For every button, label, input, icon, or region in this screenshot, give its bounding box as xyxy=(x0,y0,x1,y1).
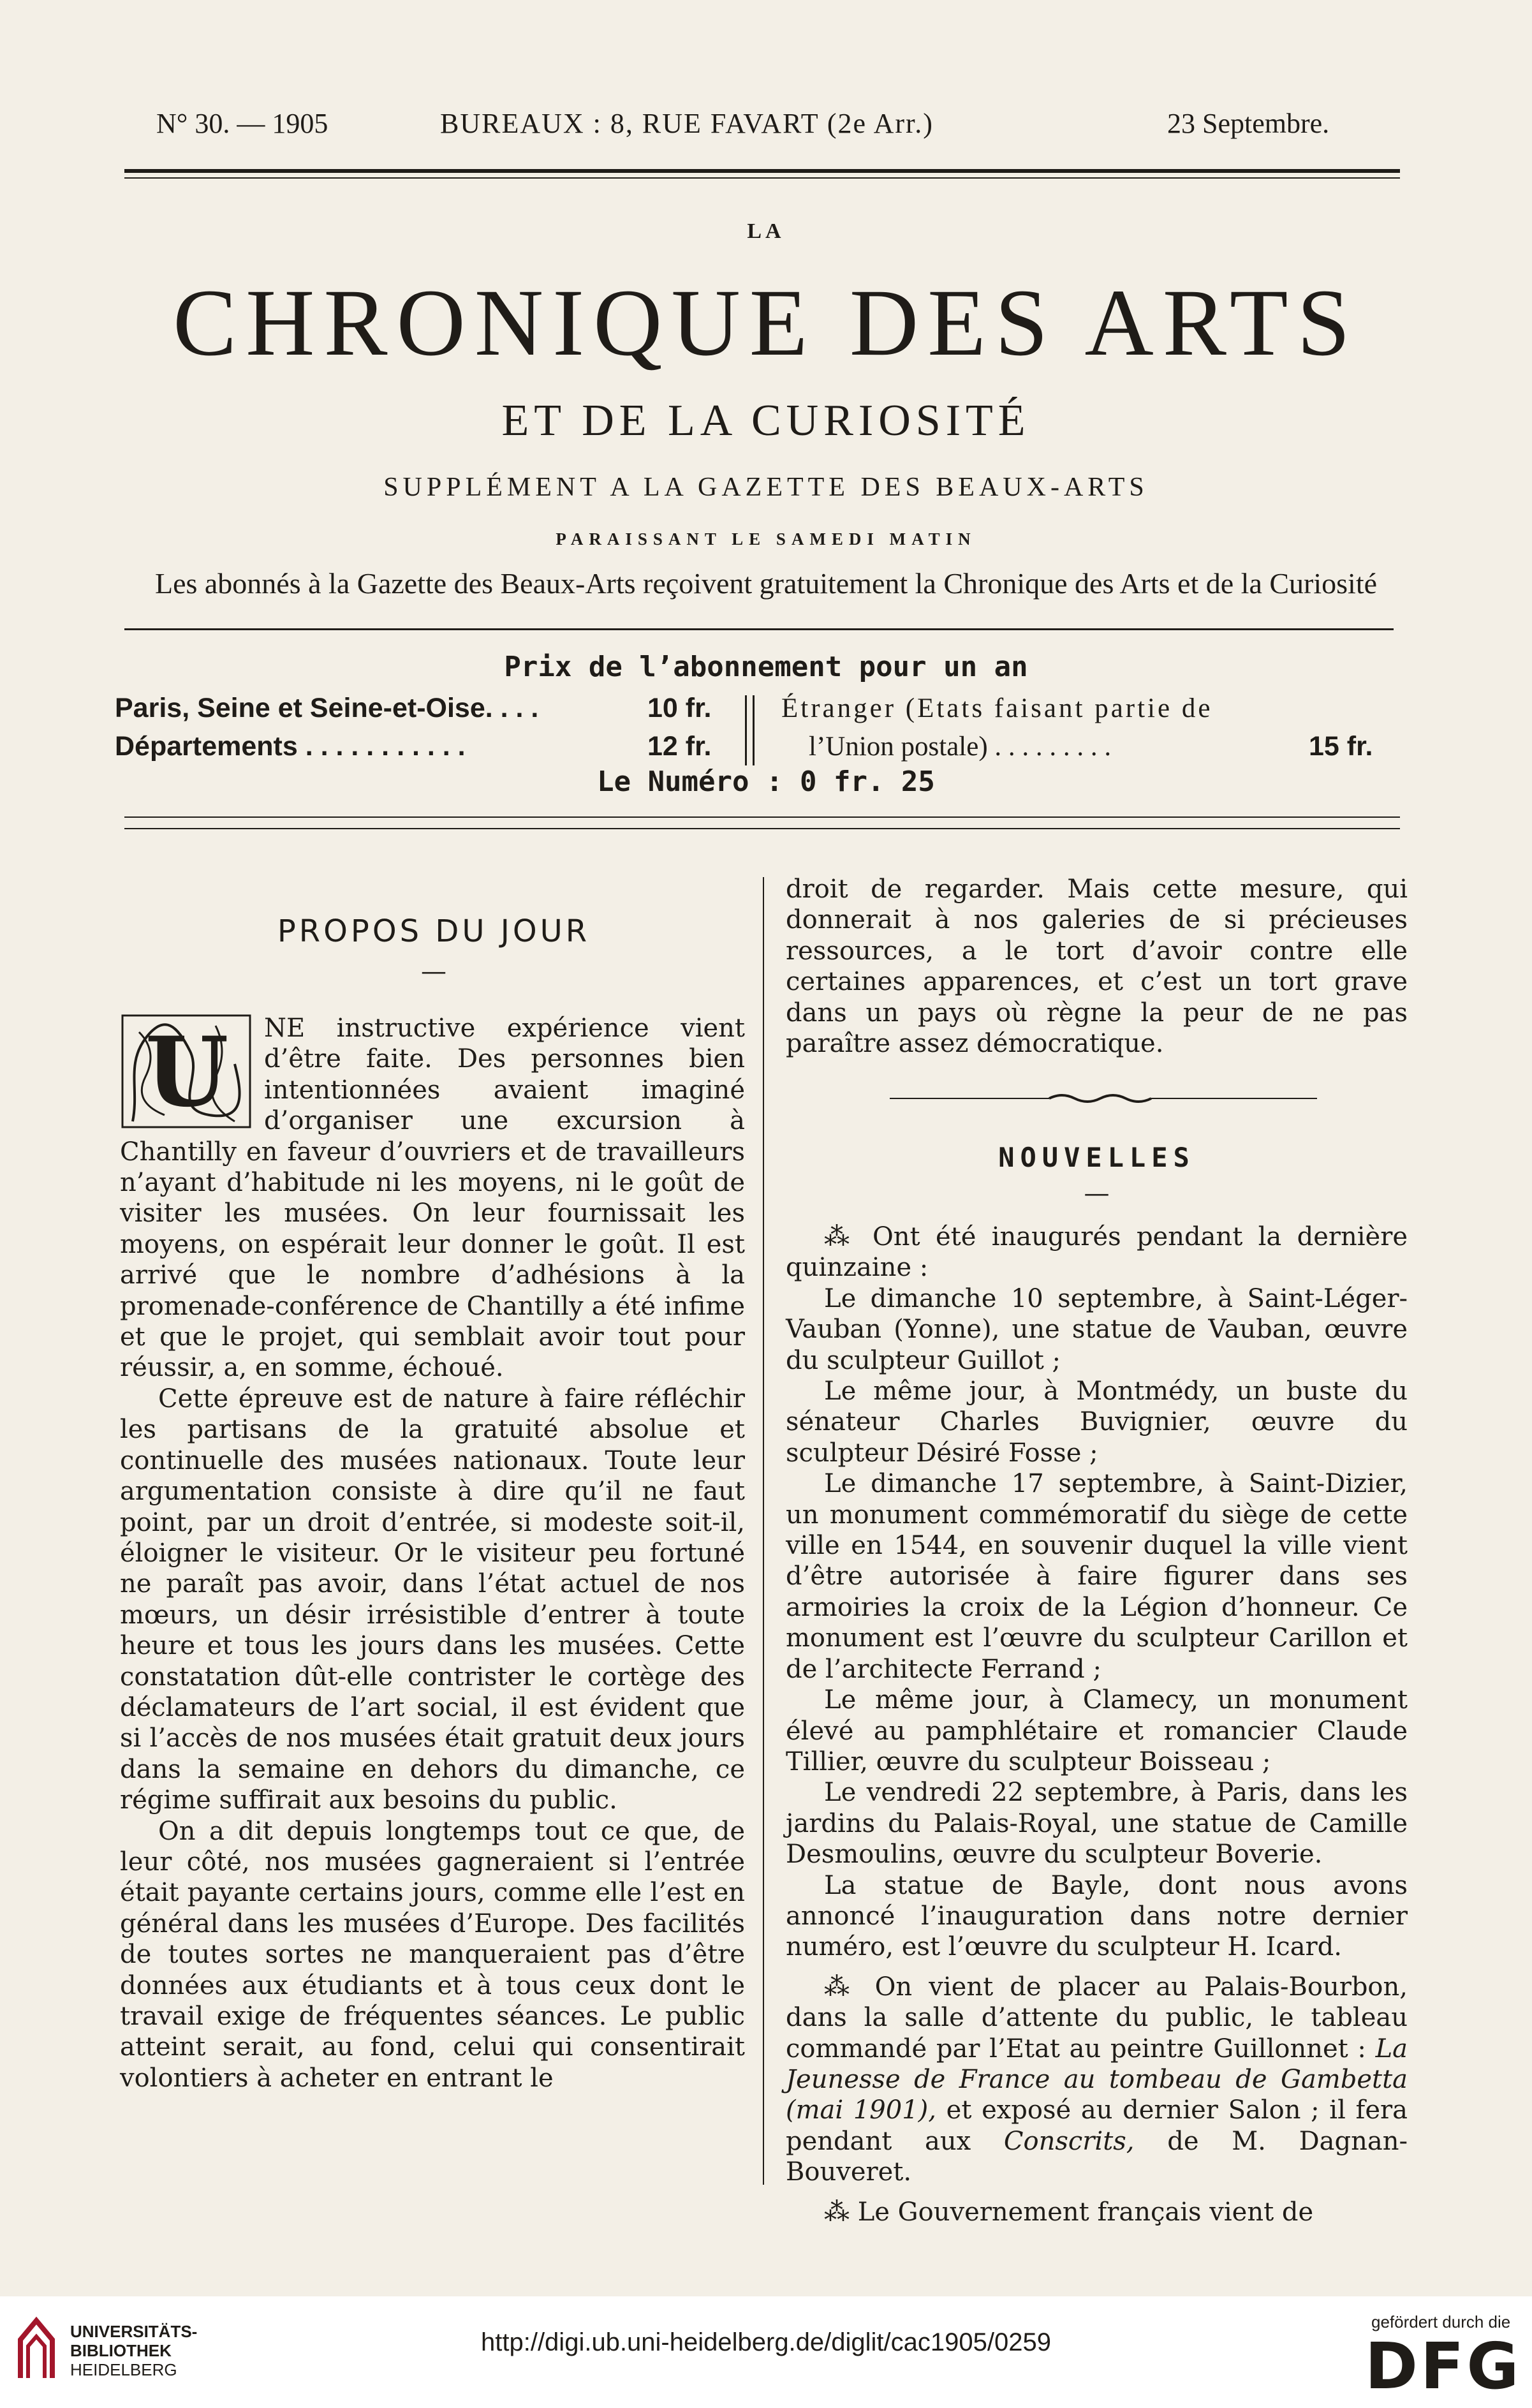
nouvelle-1-b: Le même jour, à Montmédy, un buste du sénateur Charles Buvignier, œuvre du sculpteur Désiré Fosse ; xyxy=(786,1377,1408,1468)
source-url-link[interactable]: http://digi.ub.uni-heidelberg.de/diglit/cac1905/0259 xyxy=(481,2328,1051,2356)
price-divider-1 xyxy=(745,695,747,765)
nouvelle-2-text-c: de M. Dagnan-Bouveret. xyxy=(786,2126,1408,2187)
masthead-subtitle: ET DE LA CURIOSITÉ xyxy=(501,396,1031,445)
nouvelle-1-a: Le dimanche 10 septembre, à Saint-Léger-Vauban (Yonne), une statue de Vauban, œuvre du sculpteur Guillot ; xyxy=(786,1283,1408,1375)
propos-paragraph-4: droit de regarder. Mais cette mesure, qui donnerait à nos galeries de si précieuses ressources, a le tort d’avoir contre elle certaines apparences, et c’est un tort grave dans un pays où règne la peur de ne pas paraître assez démocratique. xyxy=(786,875,1408,1059)
svg-text:U: U xyxy=(145,1016,229,1128)
issue-date: 23 Septembre. xyxy=(1167,108,1330,139)
nouvelle-2-text-b: et exposé au dernier Salon ; il fera pendant aux xyxy=(786,2095,1408,2156)
price-etranger-label-1: Étranger (Etats faisant partie de xyxy=(781,693,1213,723)
nouvelle-1-c: Le dimanche 17 septembre, à Saint-Dizier, un monument commémoratif du siège de cette ville en 1544, en souvenir duquel la ville vient d’être autorisée à faire figurer dans ses armoiries la croix de la Légion d’honneur. Ce monument est l’œuvre du sculpteur Carillon et de l’architecte Ferrand ; xyxy=(786,1469,1408,1684)
masthead-parution: PARAISSANT LE SAMEDI MATIN xyxy=(556,529,976,549)
dfg-logo: DFG xyxy=(1365,2329,1522,2404)
masthead-la: LA xyxy=(747,219,785,243)
nouvelle-1-intro xyxy=(786,1222,1408,1283)
issue-header xyxy=(0,107,1532,152)
masthead-abonnes: Les abonnés à la Gazette des Beaux-Arts reçoivent gratuitement la Chronique des Arts et de la Curiosité xyxy=(154,567,1378,600)
nouvelle-2-artwork-title-2: Conscrits, xyxy=(1003,2126,1135,2156)
gefoerdert-label: gefördert durch die xyxy=(1371,2312,1511,2331)
nouvelle-1-e: Le vendredi 22 septembre, à Paris, dans les jardins du Palais-Royal, une statue de Camille Desmoulins, œuvre du sculpteur Boverie. xyxy=(786,1778,1408,1870)
asterism-icon: ⁂ xyxy=(824,1222,857,1252)
nouvelle-1-f: La statue de Bayle, dont nous avons annoncé l’inauguration dans notre dernier numéro, est l’œuvre du sculpteur H. Icard. xyxy=(786,1870,1408,1962)
bureaux-address: BUREAUX : 8, RUE FAVART (2e Arr.) xyxy=(440,108,934,139)
asterism-icon: ⁂ xyxy=(824,2197,850,2227)
pricing-rule-1 xyxy=(124,816,1400,818)
dropcap-ornament xyxy=(120,1013,254,1131)
nouvelles-title: NOUVELLES xyxy=(998,1142,1195,1173)
price-etranger: 15 fr. xyxy=(1309,731,1373,762)
column-divider xyxy=(763,877,764,2185)
nouvelle-3 xyxy=(786,2197,1408,2227)
asterism-icon: ⁂ xyxy=(824,1972,858,2002)
issue-number: N° 30. — 1905 xyxy=(156,108,328,139)
nouvelles-body xyxy=(786,1222,1408,2227)
nouvelle-2-artwork-title: La Jeunesse de France au tombeau de Gambetta (mai 1901), xyxy=(786,2034,1408,2125)
header-rule-thin xyxy=(124,177,1400,179)
propos-continuation xyxy=(786,874,1408,1059)
university-line-2: BIBLIOTHEK xyxy=(70,2341,172,2360)
masthead-supplement: SUPPLÉMENT A LA GAZETTE DES BEAUX-ARTS xyxy=(383,473,1149,502)
nouvelle-1-d: Le même jour, à Clamecy, un monument élevé au pamphlétaire et romancier Claude Tillier, œuvre du sculpteur Boisseau ; xyxy=(786,1685,1408,1776)
section-ornament xyxy=(890,1092,1317,1105)
propos-paragraph-1: NE instructive expérience vient d’être faite. Des personnes bien intentionnées avaient imaginé d’organiser une excursion à Chantilly en faveur d’ouvriers et de travailleurs n’ayant d’habitude ni les moyens, ni le goût de visiter les musées. On leur fournissait les moyens, on espérait leur donner le goût. Il est arrivé que le nombre d’adhésions à la promenade-conférence de Chantilly a été infime et que le projet, qui semblait avoir tout pour réussir, a, en somme, échoué. xyxy=(120,1014,745,1383)
propos-title: PROPOS DU JOUR xyxy=(277,913,591,949)
propos-paragraph-3: On a dit depuis longtemps tout ce que, de leur côté, nos musées gagneraient si l’entrée était payante certains jours, comme elle l’est en général dans les musées d’Europe. Des facilités de toutes sortes ne manqueraient pas d’être données aux étudiants et à tous ceux dont le travail exige de fréquentes séances. Le public atteint serait, au fond, celui qui consentirait volontiers à acheter en entrant le xyxy=(120,1816,745,2093)
propos-dash: — xyxy=(421,957,446,986)
pricing-title: Prix de l’abonnement pour un an xyxy=(504,651,1028,683)
university-line-1: UNIVERSITÄTS- xyxy=(70,2322,198,2341)
propos-body xyxy=(120,1013,745,2094)
propos-paragraph-2: Cette épreuve est de nature à faire réfléchir les partisans de la gratuité absolue et continuelle des musées nationaux. Toute leur argumentation consiste à dire qu’il ne faut point, par un droit d’entrée, si modeste soit-il, éloigner le visiteur. Or le visiteur peu fortuné ne paraît pas avoir, dans l’état actuel de nos mœurs, un désir irrésistible d’entrer à toute heure et tous les jours dans les musées. Cette constatation dût-elle contrister le cortège des déclamateurs de l’art social, il est évident que si l’accès de nos musées était gratuit deux jours dans la semaine en dehors du dimanche, ce régime suffirait aux besoins du public. xyxy=(120,1384,745,1815)
price-divider-2 xyxy=(753,695,755,765)
price-departements-label: Départements . . . . . . . . . . . xyxy=(115,731,466,762)
price-paris: 10 fr. xyxy=(647,693,712,723)
masthead-title: CHRONIQUE DES ARTS xyxy=(173,270,1359,376)
nouvelle-3-text: Le Gouvernement français vient de xyxy=(857,2197,1314,2227)
price-etranger-label-2: l’Union postale) . . . . . . . . . xyxy=(809,732,1112,762)
masthead-rule xyxy=(124,628,1394,630)
university-line-3: HEIDELBERG xyxy=(70,2360,177,2379)
price-numero: Le Numéro : 0 fr. 25 xyxy=(597,765,935,798)
header-rule-thick xyxy=(124,169,1400,173)
price-departements: 12 fr. xyxy=(647,731,712,762)
pricing-rule-2 xyxy=(124,828,1400,829)
price-paris-label: Paris, Seine et Seine-et-Oise. . . . xyxy=(115,693,539,723)
nouvelles-dash: — xyxy=(1084,1179,1110,1208)
nouvelle-2 xyxy=(786,1972,1408,2188)
nouvelle-1-intro-text: Ont été inaugurés pendant la dernière quinzaine : xyxy=(786,1222,1408,1283)
nouvelle-2-text-a: On vient de placer au Palais-Bourbon, dans la salle d’attente du public, le tableau commandé par l’Etat au peintre Guillonnet : xyxy=(786,1972,1408,2064)
